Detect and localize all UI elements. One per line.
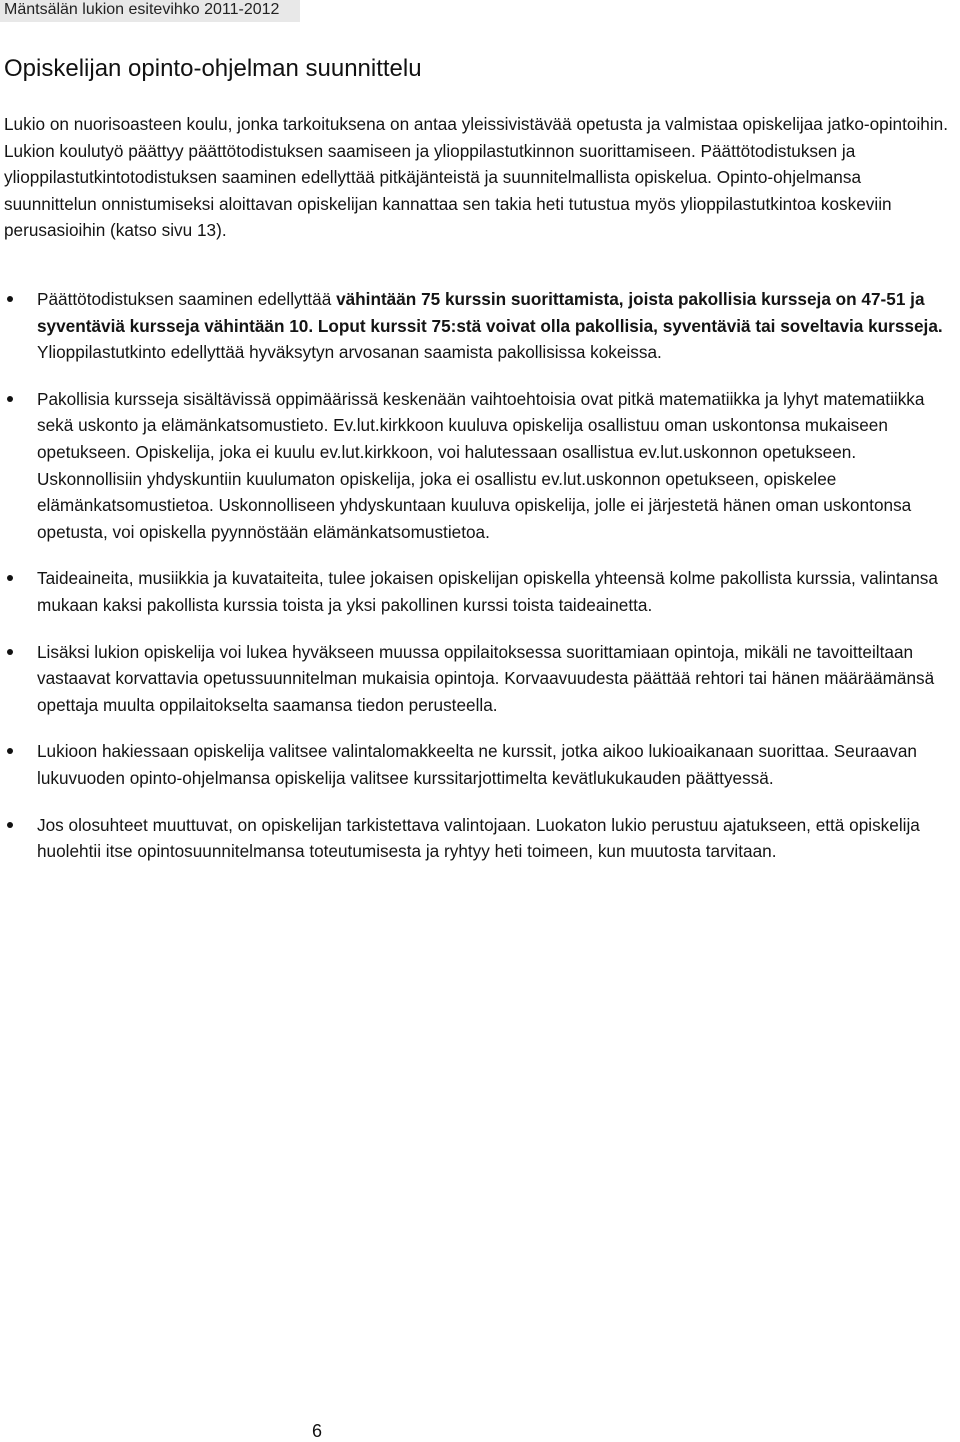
bullet-bold-text: vähintään 75 kurssin suorittamista, joista pakollisia kursseja on 47-51 ja syventäviä kursseja vähintään 10. Loput kurssit 75:stä voivat olla pakollisia, syventäviä tai soveltavia kursseja. bbox=[37, 289, 943, 336]
bullet-item-course-requirements bbox=[0, 286, 955, 366]
bullet-text: Ylioppilastutkinto edellyttää hyväksytyn arvosanan saamista pakollisissa kokeissa. bbox=[37, 342, 662, 363]
bullet-item-course-selection bbox=[0, 738, 955, 791]
bullet-text: Taideaineita, musiikkia ja kuvataiteita, tulee jokaisen opiskelijan opiskella yhteensä kolme pakollista kurssia, valintansa mukaan kaksi pakollista kurssia toista ja yksi pakollinen kurssi toista taideainetta. bbox=[37, 568, 938, 615]
bullet-text: Päättötodistuksen saaminen edellyttää bbox=[37, 289, 337, 309]
bullet-item-alternatives bbox=[0, 386, 955, 546]
bullet-text: Jos olosuhteet muuttuvat, on opiskelijan tarkistettava valintojaan. Luokaton lukio perustuu ajatukseen, että opiskelija huolehtii itse opintosuunnitelmansa toteutumisesta ja ryhtyy heti toimeen, kun muutosta tarvitaan. bbox=[37, 814, 920, 862]
page-title: Opiskelijan opinto-ohjelman suunnittelu bbox=[4, 55, 422, 82]
bullet-item-other-studies bbox=[0, 639, 955, 719]
bullet-item-arts bbox=[0, 565, 955, 618]
bullet-list bbox=[0, 286, 955, 885]
bullet-item-changes bbox=[0, 812, 955, 865]
bullet-text: Lisäksi lukion opiskelija voi lukea hyväkseen muussa oppilaitoksessa suorittamiaan opintoja, mikäli ne tavoitteiltaan vastaavat korvattavia opetussuunnitelman mukaisia opintoja. Korvaavuudesta päättää rehtori tai hänen määräämänsä opettaja muulta oppilaitokselta saamansa tiedon perusteella. bbox=[37, 641, 935, 715]
header-text: Mäntsälän lukion esitevihko 2011-2012 bbox=[4, 1, 280, 18]
page-number: 6 bbox=[312, 1421, 323, 1441]
bullet-text: Lukioon hakiessaan opiskelija valitsee valintalomakkeelta ne kurssit, jotka aikoo lukioaikanaan suorittaa. Seuraavan lukuvuoden opinto-ohjelmansa opiskelija valitsee kurssitarjottimelta kevätlukukauden päättyessä. bbox=[37, 741, 917, 788]
document-header bbox=[0, 0, 300, 22]
intro-paragraph: Lukio on nuorisoasteen koulu, jonka tarkoituksena on antaa yleissivistävää opetusta ja valmistaa opiskelijaa jatko-opintoihin. Lukion koulutyö päättyy päättötodistuksen saamiseen ja ylioppilastutkinnon suorittamiseen. Päättötodistuksen ja ylioppilastutkintotodistuksen saaminen edellyttää pitkäjänteistä ja suunnitelmallista opiskelua. Opinto-ohjelmansa suunnittelun onnistumiseksi aloittavan opiskelijan kannattaa sen takia heti tutustua myös ylioppilastutkintoa koskeviin perusasioihin (katso sivu 13). bbox=[4, 114, 948, 241]
bullet-text: Pakollisia kursseja sisältävissä oppimäärissä keskenään vaihtoehtoisia ovat pitkä matematiikka ja lyhyt matematiikka sekä uskonto ja elämänkatsomustieto. Ev.lut.kirkkoon kuuluva opiskelija osallistuu oman uskontonsa mukaiseen opetukseen. Opiskelija, joka ei kuulu ev.lut.kirkkoon, voi halutessaan osallistua ev.lut.uskonnon opetukseen. Uskonnollisiin yhdyskuntiin kuulumaton opiskelija, joka ei osallistu ev.lut.uskonnon opetukseen, opiskelee elämänkatsomustietoa. Uskonnolliseen yhdyskuntaan kuuluva opiskelija, jolle ei järjestetä hänen oman uskontonsa opetusta, voi opiskella pyynnöstään elämänkatsomustietoa. bbox=[37, 388, 925, 542]
